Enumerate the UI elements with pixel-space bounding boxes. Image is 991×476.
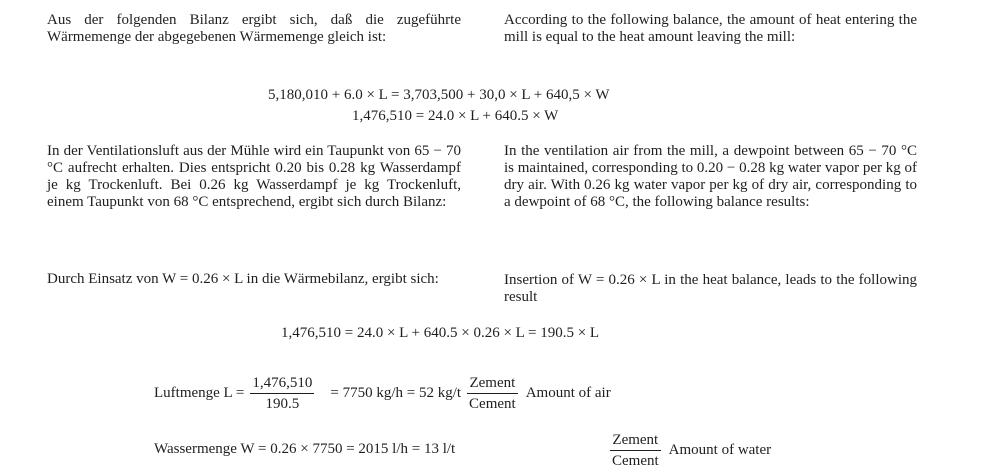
ventilation-german: In der Ventilationsluft aus der Mühle wird ein Taupunkt von 65 − 70 °C aufrecht erhalten. Dies entspricht 0.20 bis 0.28 kg Wasserdampf je kg Trockenluft. Bei 0.26 kg Wasserdampf je kg Trockenluft, einem Taupunkt von 68 °C entsprechend, ergibt sich durch Bilanz:	[47, 143, 461, 210]
air-result: = 7750 kg/h = 52 kg/t	[330, 385, 462, 401]
air-unit-numerator: Zement	[467, 373, 518, 394]
intro-german: Aus der folgenden Bilanz ergibt sich, daß die zugeführte Wärmemenge der abgegebenen Wärmemenge gleich ist:	[47, 12, 461, 45]
water-label-english: Amount of water	[668, 442, 772, 458]
water-unit-fraction	[610, 430, 661, 471]
insertion-english: Insertion of W = 0.26 × L in the heat balance, leads to the following result	[504, 272, 917, 305]
balance-equation-1: 5,180,010 + 6.0 × L = 3,703,500 + 30,0 × L + 640,5 × W	[268, 87, 610, 103]
air-label-english: Amount of air	[525, 385, 611, 401]
water-amount-unit	[610, 430, 771, 471]
water-amount-row-text	[154, 441, 455, 458]
air-unit-fraction	[467, 373, 518, 414]
balance-equation-2: 1,476,510 = 24.0 × L + 640.5 × W	[352, 108, 559, 124]
air-label-german: Luftmenge L =	[154, 385, 245, 401]
water-unit-numerator: Zement	[610, 430, 661, 451]
air-amount-row	[154, 373, 611, 414]
ventilation-english: In the ventilation air from the mill, a dewpoint between 65 − 70 °C is maintained, corresponding to 0.20 − 0.28 kg water vapor per kg of dry air. With 0.26 kg water vapor per kg of dry air, corresponding to a dewpoint of 68 °C, the following balance results:	[504, 143, 917, 210]
air-fraction-numerator: 1,476,510	[250, 373, 314, 394]
insertion-equation: 1,476,510 = 24.0 × L + 640.5 × 0.26 × L = 190.5 × L	[281, 325, 600, 341]
intro-english: According to the following balance, the amount of heat entering the mill is equal to the heat amount leaving the mill:	[504, 12, 917, 45]
air-fraction	[250, 373, 314, 414]
air-fraction-denominator: 190.5	[265, 396, 300, 412]
insertion-german: Durch Einsatz von W = 0.26 × L in die Wärmebilanz, ergibt sich:	[47, 271, 439, 287]
air-unit-denominator: Cement	[469, 396, 516, 412]
water-unit-denominator: Cement	[612, 453, 659, 469]
water-label-german: Wassermenge W = 0.26 × 7750 = 2015 l/h = 13 l/t	[154, 441, 456, 457]
